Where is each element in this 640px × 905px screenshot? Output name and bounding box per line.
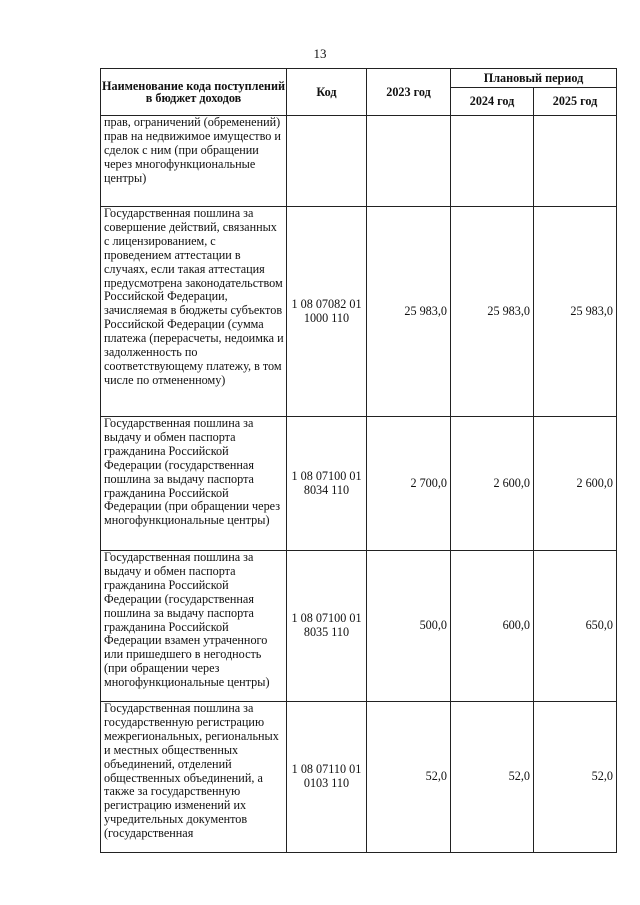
header-name: Наименование кода поступлений в бюджет доходов bbox=[101, 69, 287, 116]
header-code: Код bbox=[287, 69, 367, 116]
row-value-2023: 2 700,0 bbox=[367, 417, 451, 551]
row-code: 1 08 07100 01 8034 110 bbox=[287, 417, 367, 551]
header-planned-period: Плановый период bbox=[451, 69, 617, 88]
row-code: 1 08 07082 01 1000 110 bbox=[287, 207, 367, 417]
row-value-2025: 2 600,0 bbox=[534, 417, 617, 551]
row-name: Государственная пошлина за совершение действий, связанных с лицензированием, с проведением аттестации в случаях, если такая аттестация предусмотрена законодательством Российской Федерации, зачисляемая в бюджеты субъектов Российской Федерации (сумма платежа (перерасчеты, недоимка и задолженность по соответствующему платежу, в том числе по отмененному) bbox=[101, 207, 287, 417]
table-row bbox=[101, 116, 617, 207]
row-value-2025 bbox=[534, 116, 617, 207]
row-name: Государственная пошлина за выдачу и обмен паспорта гражданина Российской Федерации (государственная пошлина за выдачу паспорта гражданина Российской Федерации (при обращении через многофункциональные центры) bbox=[101, 417, 287, 551]
row-code: 1 08 07110 01 0103 110 bbox=[287, 702, 367, 853]
row-value-2024: 2 600,0 bbox=[451, 417, 534, 551]
revenue-table bbox=[100, 68, 617, 853]
row-value-2023 bbox=[367, 116, 451, 207]
row-name: прав, ограничений (обременений) прав на недвижимое имущество и сделок с ним (при обращении через многофункциональные центры) bbox=[101, 116, 287, 207]
row-value-2023: 52,0 bbox=[367, 702, 451, 853]
row-value-2023: 500,0 bbox=[367, 551, 451, 702]
row-value-2025: 52,0 bbox=[534, 702, 617, 853]
row-name: Государственная пошлина за выдачу и обмен паспорта гражданина Российской Федерации (государственная пошлина за выдачу паспорта гражданина Российской Федерации взамен утраченного или пришедшего в негодность (при обращении через многофункциональные центры) bbox=[101, 551, 287, 702]
row-value-2024: 52,0 bbox=[451, 702, 534, 853]
row-code bbox=[287, 116, 367, 207]
row-value-2025: 650,0 bbox=[534, 551, 617, 702]
table-row bbox=[101, 207, 617, 417]
row-value-2023: 25 983,0 bbox=[367, 207, 451, 417]
row-code: 1 08 07100 01 8035 110 bbox=[287, 551, 367, 702]
row-value-2024: 25 983,0 bbox=[451, 207, 534, 417]
row-value-2024: 600,0 bbox=[451, 551, 534, 702]
header-2023: 2023 год bbox=[367, 69, 451, 116]
table-row bbox=[101, 702, 617, 853]
header-2024: 2024 год bbox=[451, 88, 534, 116]
row-value-2024 bbox=[451, 116, 534, 207]
table-row bbox=[101, 551, 617, 702]
header-2025: 2025 год bbox=[534, 88, 617, 116]
table-row bbox=[101, 417, 617, 551]
row-name: Государственная пошлина за государственную регистрацию межрегиональных, региональных и местных общественных объединений, отделений общественных объединений, а также за государственную регистрацию изменений их учредительных документов (государственная bbox=[101, 702, 287, 853]
page-number: 13 bbox=[313, 46, 327, 61]
row-value-2025: 25 983,0 bbox=[534, 207, 617, 417]
